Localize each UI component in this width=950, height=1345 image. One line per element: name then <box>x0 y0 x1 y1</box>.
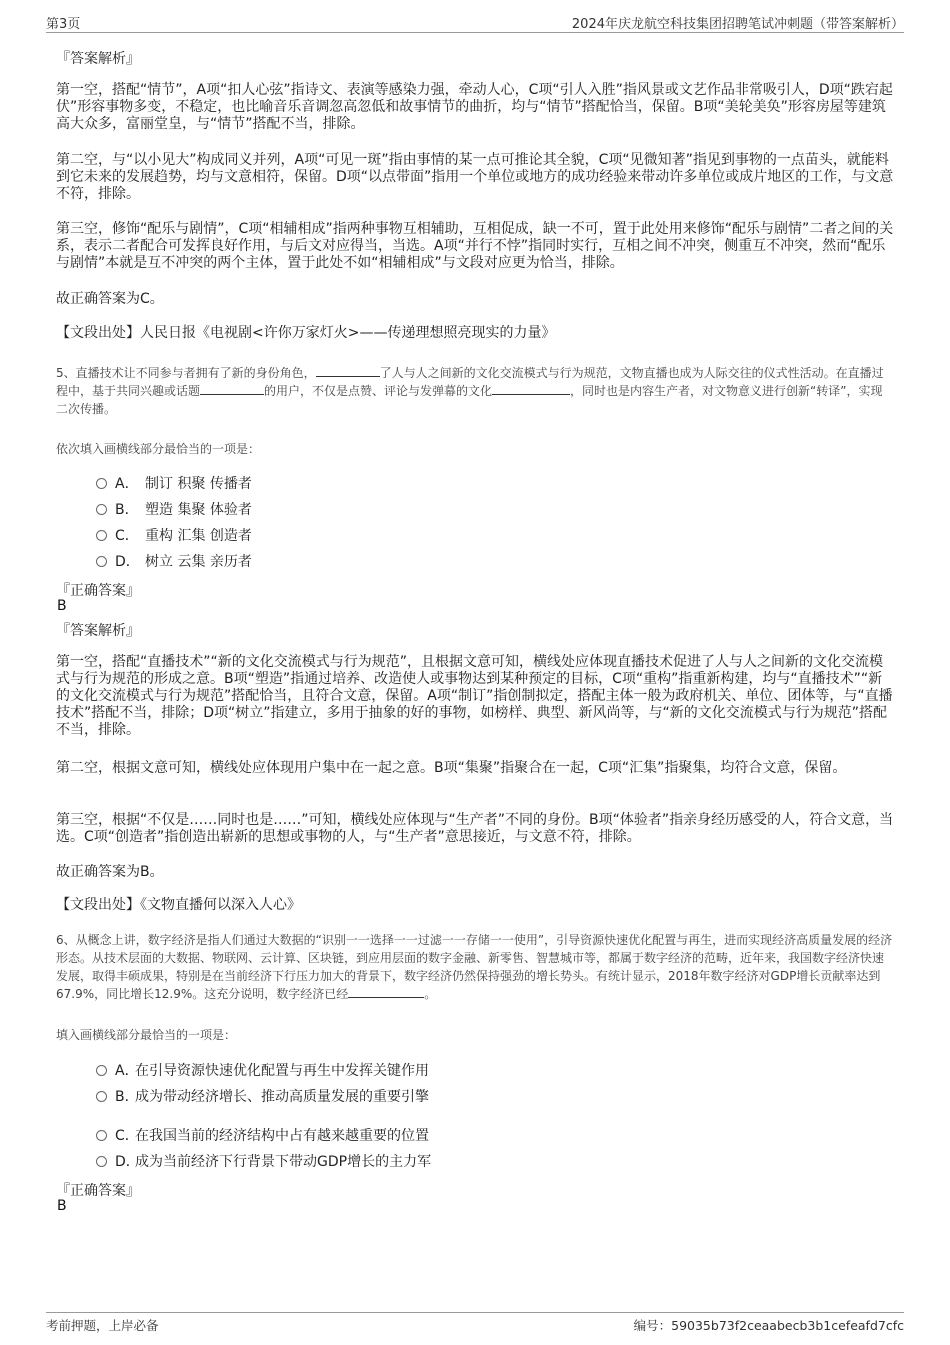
footer-slogan: 考前押题，上岸必备 <box>46 1318 159 1333</box>
radio-icon[interactable] <box>96 1065 107 1076</box>
question-instruction: 依次填入画横线部分最恰当的一项是： <box>56 442 261 456</box>
option-a[interactable]: A．在引导资源快速优化配置与再生中发挥关键作用 <box>96 1060 950 1080</box>
question-stem <box>56 364 894 418</box>
conclusion: 故正确答案为B。 <box>56 864 164 880</box>
option-c[interactable]: C．在我国当前的经济结构中占有越来越重要的位置 <box>96 1125 950 1145</box>
stem-part: 了人与人之间新的文化交流模式与行为规范，文物直播也成为人际交往的仪式性活动。在直播过程中，基于共同兴趣或话题 <box>56 366 884 398</box>
analysis-paragraph: 第一空，搭配“情节”，A项“扣人心弦”指诗文、表演等感染力强，牵动人心，C项“引人入胜”指风景或文艺作品非常吸引人，D项“跌宕起伏”形容事物多变，不稳定，也比喻音乐音调忽高忽低和故事情节的曲折，均与“情节”搭配恰当，保留。B项“美轮美奂”形容房屋等建筑高大众多，富丽堂皇，与“情节”搭配不当，排除。 <box>56 82 893 132</box>
analysis-paragraph: 第一空，搭配“直播技术”“新的文化交流模式与行为规范”，且根据文意可知，横线处应体现直播技术促进了人与人之间新的文化交流模式与行为规范的形成之意。B项“塑造”指通过培养、改造使人或事物达到某种预定的目标，C项“重构”指重新构建，均与“直播技术”“新的文化交流模式与行为规范”搭配恰当，且符合文意，保留。A项“制订”指创制拟定，搭配主体一般为政府机关、单位、团体等，与“直播技术”搭配不当，排除；D项“树立”指建立，多用于抽象的好的事物，如榜样、典型、新风尚等，与“新的文化交流模式与行为规范”搭配不当，排除。 <box>56 654 893 738</box>
stem-part: 。 <box>424 987 437 1001</box>
answer-tag: 『正确答案』 <box>56 583 140 599</box>
answer-tag: 『正确答案』 <box>56 1183 140 1199</box>
question-instruction: 填入画横线部分最恰当的一项是： <box>56 1028 237 1042</box>
option-b[interactable]: B．成为带动经济增长、推动高质量发展的重要引擎 <box>96 1086 950 1106</box>
option-d[interactable]: D．成为当前经济下行背景下带动GDP增长的主力军 <box>96 1151 950 1171</box>
stem-part: ，同时也是内容生产者，对文物意义进行创新“转译”，实现二次传播。 <box>56 384 883 416</box>
radio-icon[interactable] <box>96 504 107 515</box>
analysis-tag: 『答案解析』 <box>56 623 140 639</box>
radio-icon[interactable] <box>96 1130 107 1141</box>
analysis-paragraph: 第三空，根据“不仅是……同时也是……”可知，横线处应体现与“生产者”不同的身份。B项“体验者”指亲身经历感受的人，符合文意，当选。C项“创造者”指创造出崭新的思想或事物的人，与“生产者”意思接近，与文意不符，排除。 <box>56 812 894 845</box>
analysis-tag: 『答案解析』 <box>56 51 140 67</box>
blank-line <box>316 364 380 377</box>
stem-part: 6、从概念上讲，数字经济是指人们通过大数据的“识别一一选择一一过滤一一存储一一使用”，引导资源快速优化配置与再生，进而实现经济高质量发展的经济形态。从技术层面的大数据、物联网、云计算、区块链，到应用层面的数字金融、新零售、智慧城市等，都属于数字经济的范畴，近年来，我国数字经济快速发展，取得丰硕成果，特别是在当前经济下行压力加大的背景下，数字经济仍然保持强劲的增长势头。有统计显示，2018年数字经济对GDP增长贡献率达到67.9%，同比增长12.9%。这充分说明，数字经济已经 <box>56 933 893 1001</box>
page-header <box>46 10 904 33</box>
conclusion: 故正确答案为C。 <box>56 291 164 307</box>
option-d[interactable]: D． 树立 云集 亲历者 <box>96 551 950 571</box>
radio-icon[interactable] <box>96 1156 107 1167</box>
source-citation: 【文段出处】人民日报《电视剧<许你万家灯火>——传递理想照亮现实的力量》 <box>56 325 556 341</box>
blank-line <box>348 985 424 998</box>
analysis-paragraph: 第三空，修饰“配乐与剧情”，C项“相辅相成”指两种事物互相辅助，互相促成，缺一不可，置于此处用来修饰“配乐与剧情”二者之间的关系，表示二者配合可发挥良好作用，与后文对应得当，当选。A项“并行不悖”指同时实行，互相之间不冲突，侧重互不冲突，然而“配乐与剧情”本就是互不冲突的两个主体，置于此处不如“相辅相成”与文段对应更为恰当，排除。 <box>56 221 894 271</box>
analysis-paragraph: 第二空，与“以小见大”构成同义并列，A项“可见一斑”指由事情的某一点可推论其全貌，C项“见微知著”指见到事物的一点苗头，就能料到它未来的发展趋势，均与文意相符，保留。D项“以点带面”指用一个单位或地方的成功经验来带动许多单位或成片地区的工作，与文意不符，排除。 <box>56 152 894 202</box>
analysis-paragraph: 第二空，根据文意可知，横线处应体现用户集中在一起之意。B项“集聚”指聚合在一起，C项“汇集”指聚集，均符合文意，保留。 <box>56 760 847 776</box>
page-number: 第3页 <box>46 17 81 32</box>
source-citation: 【文段出处】《文物直播何以深入人心》 <box>56 897 301 913</box>
radio-icon[interactable] <box>96 1091 107 1102</box>
radio-icon[interactable] <box>96 556 107 567</box>
stem-part: 的用户，不仅是点赞、评论与发弹幕的文化 <box>264 384 493 398</box>
stem-part: 5、直播技术让不同参与者拥有了新的身份角色， <box>56 366 316 380</box>
option-a[interactable]: A． 制订 积聚 传播者 <box>96 473 950 493</box>
correct-answer: B <box>57 1198 67 1214</box>
page-footer <box>46 1312 904 1335</box>
option-b[interactable]: B． 塑造 集聚 体验者 <box>96 499 950 519</box>
blank-line <box>200 382 264 395</box>
document-title: 2024年庆龙航空科技集团招聘笔试冲刺题（带答案解析） <box>571 17 904 32</box>
radio-icon[interactable] <box>96 530 107 541</box>
radio-icon[interactable] <box>96 478 107 489</box>
document-id: 编号：59035b73f2ceaabecb3b1cefeafd7cfc <box>633 1318 904 1333</box>
blank-line <box>492 382 570 395</box>
correct-answer: B <box>57 598 67 614</box>
question-stem <box>56 931 894 1003</box>
option-c[interactable]: C． 重构 汇集 创造者 <box>96 525 950 545</box>
